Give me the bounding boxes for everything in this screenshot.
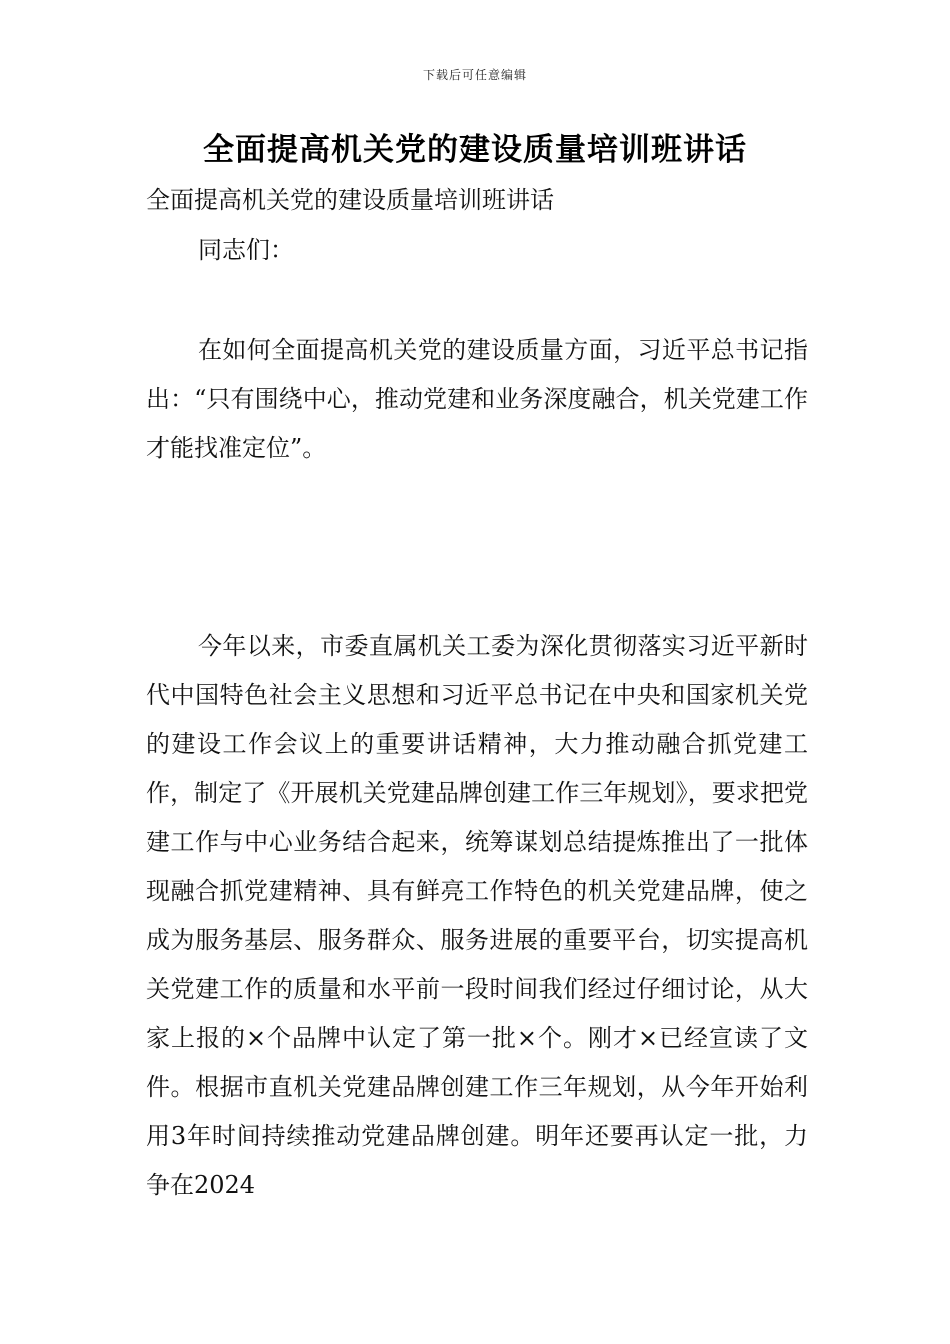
paragraph-2: 今年以来，市委直属机关工委为深化贯彻落实习近平新时代中国特色社会主义思想和习近平总书记在中央和国家机关党的建设工作会议上的重要讲话精神，大力推动融合抓党建工作，制定了《开展机关党建品牌创建工作三年规划》，要求把党建工作与中心业务结合起来，统筹谋划总结提炼推出了一批体现融合抓党建精神、具有鲜亮工作特色的机关党建品牌，使之成为服务基层、服务群众、服务进展的重要平台，切实提高机关党建工作的质量和水平前一段时间我们经过仔细讨论，从大家上报的×个品牌中认定了第一批×个。刚才×已经宣读了文件。根据市直机关党建品牌创建工作三年规划，从今年开始利用3年时间持续推动党建品牌创建。明年还要再认定一批，力争在2024 xyxy=(146,632,808,1199)
document-subtitle: 全面提高机关党的建设质量培训班讲话 xyxy=(146,186,554,214)
paragraph-1: 在如何全面提高机关党的建设质量方面，习近平总书记指出：“只有围绕中心，推动党建和业务深度融合，机关党建工作才能找准定位”。 xyxy=(146,336,808,462)
salutation: 同志们： xyxy=(198,236,294,264)
page-title: 全面提高机关党的建设质量培训班讲话 xyxy=(203,132,747,168)
header-note: 下载后可任意编辑 xyxy=(422,68,527,82)
